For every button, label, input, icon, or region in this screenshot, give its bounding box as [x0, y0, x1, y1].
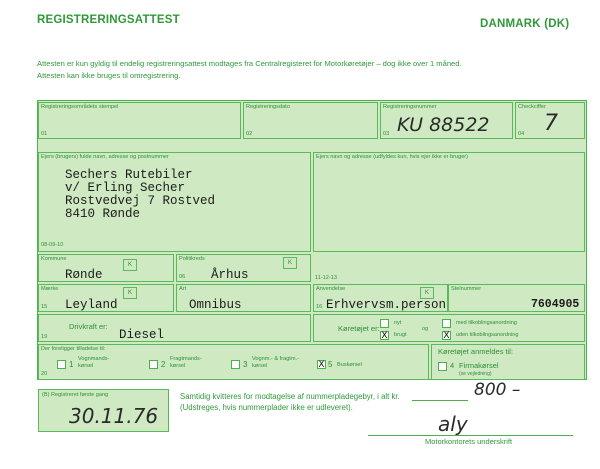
- document-title: REGISTRERINGSATTEST: [37, 14, 180, 26]
- politikreds-value: Århus: [211, 268, 249, 282]
- firma-label: Firmakørsel: [459, 361, 499, 370]
- receipt-amount: 800 –: [474, 380, 521, 400]
- amount-line: [412, 400, 468, 401]
- politikreds-label: Politikreds: [179, 256, 205, 262]
- politikreds-k: K: [283, 257, 297, 269]
- uden-checkbox[interactable]: X: [443, 331, 450, 341]
- maerke-k: K: [123, 287, 137, 299]
- vognmand-checkbox[interactable]: [57, 360, 66, 369]
- anvendelse-label: Anvendelse: [316, 286, 346, 292]
- maerke-value: Leyland: [65, 298, 118, 312]
- regdate-label: Registreringsdato: [246, 104, 290, 110]
- signature-line: [368, 435, 573, 436]
- regnr-value: KU 88522: [397, 114, 490, 136]
- fragtmand-num: 2: [161, 360, 166, 369]
- stelnummer-cell: [448, 284, 585, 312]
- fragtmand-label: Fragtmands- kørsel: [170, 356, 202, 369]
- signature-scribble: aly: [438, 412, 468, 436]
- check-num: 04: [518, 131, 525, 137]
- regnr-num: 03: [383, 131, 390, 137]
- koretojet-label: Køretøjet er:: [338, 324, 380, 333]
- kommune-cell: [38, 254, 174, 282]
- tilladelse-label: Der foreligger tilladelse til:: [41, 346, 106, 352]
- vognm-fragtm-label: Vognm.- & fragtm.- kørsel: [252, 356, 299, 369]
- firma-sub: (se vejledning): [459, 371, 492, 377]
- bus-label: Buskørsel: [337, 362, 362, 368]
- check-label: Checkciffer: [518, 104, 546, 110]
- og-label: og: [422, 326, 429, 332]
- intro-line-1: Attesten er kun gyldig til endelig registreringsattest modtages fra Centralregisteret for Motorkøretøjer – dog ikke over 1 måned.: [37, 59, 462, 68]
- receipt-line-2: (Udstreges, hvis nummerplader ikke er udleveret).: [180, 403, 353, 412]
- firma-num: 4: [450, 361, 455, 370]
- owner-line-2: v/ Erling Secher: [65, 181, 186, 195]
- drivkraft-num: 19: [41, 334, 48, 340]
- first-reg-value: 30.11.76: [69, 404, 159, 428]
- stamp-num: 01: [41, 131, 48, 137]
- nyt-checkbox[interactable]: [380, 319, 389, 328]
- brugt-label: brugt: [394, 332, 407, 338]
- owner-label: Ejers (brugers) fulde navn, adresse og postnummer: [41, 154, 169, 160]
- receipt-line-1: Samtidig kvitteres for modtagelse af nummerpladegebyr, i alt kr.: [180, 392, 400, 401]
- stelnummer-label: Stelnummer: [451, 286, 482, 292]
- nyt-label: nyt: [394, 320, 402, 326]
- check-value: 7: [544, 111, 558, 136]
- regdate-num: 02: [246, 131, 253, 137]
- uden-label: uden tilkoblingsanordning: [456, 332, 519, 338]
- first-reg-label: (B) Registreret første gang: [42, 392, 109, 398]
- fragtmand-checkbox[interactable]: [149, 360, 158, 369]
- regdate-cell: [243, 102, 378, 139]
- kommune-k: K: [123, 259, 137, 271]
- stelnummer-value: 7604905: [531, 298, 580, 311]
- vognmand-num: 1: [69, 360, 74, 369]
- kommune-value: Rønde: [65, 268, 103, 282]
- anvendelse-k: K: [420, 287, 434, 299]
- drivkraft-cell: [38, 314, 311, 342]
- anvendelse-value: Erhvervsm.person: [326, 298, 447, 312]
- maerke-label: Mærke: [41, 286, 59, 292]
- intro-line-2: Attesten kan ikke bruges til omregistrering.: [37, 71, 181, 80]
- bus-checkbox[interactable]: X: [318, 360, 325, 370]
- art-cell: [176, 284, 311, 312]
- art-label: Art: [179, 286, 187, 292]
- tilladelse-cell: [38, 344, 429, 380]
- anvendelse-num: 16: [316, 304, 323, 310]
- anmeldes-label: Køretøjet anmeldes til:: [438, 347, 514, 356]
- stamp-cell: [38, 102, 241, 139]
- drivkraft-label: Drivkraft er:: [69, 322, 108, 331]
- regnr-label: Registreringsnummer: [383, 104, 437, 110]
- art-value: Omnibus: [189, 298, 242, 312]
- maerke-cell: [38, 284, 174, 312]
- kommune-label: Kommune: [41, 256, 67, 262]
- brugt-checkbox[interactable]: X: [381, 331, 388, 341]
- tilladelse-num: 20: [41, 371, 48, 377]
- drivkraft-value: Diesel: [119, 328, 165, 342]
- intro-text: [37, 58, 597, 82]
- vognm-fragtm-num: 3: [243, 360, 248, 369]
- stamp-label: Registreringsområdets stempel: [41, 104, 119, 110]
- owner-line-4: 8410 Rønde: [65, 207, 141, 221]
- maerke-num: 15: [41, 304, 48, 310]
- country-label: DANMARK (DK): [480, 18, 570, 30]
- vognm-fragtm-checkbox[interactable]: [231, 360, 240, 369]
- anvendelse-cell: [313, 284, 448, 312]
- first-reg-cell: [38, 389, 169, 432]
- owner-code: 08-09-10: [41, 242, 64, 248]
- regnr-cell: [380, 102, 513, 139]
- anmeldes-cell: [431, 344, 585, 380]
- signature-label: Motorkontorets underskrift: [425, 437, 513, 446]
- owner-line-3: Rostvedvej 7 Rostved: [65, 194, 216, 208]
- owner2-label: Ejers navn og adresse (udfyldes kun, hvis ejer ikke er bruger): [316, 154, 469, 160]
- bus-num: 5: [328, 360, 333, 369]
- code2: 11-12-13: [315, 275, 337, 281]
- check-cell: [515, 102, 585, 139]
- politikreds-cell: [176, 254, 311, 282]
- owner-cell: [38, 152, 311, 252]
- med-checkbox[interactable]: [442, 319, 451, 328]
- owner-line-1: Sechers Rutebiler: [65, 168, 193, 182]
- politikreds-num: 06: [179, 274, 186, 280]
- owner2-cell: [313, 152, 585, 252]
- koretojet-cell: [313, 314, 585, 342]
- med-label: med tilkoblingsanordning: [456, 320, 517, 326]
- firma-checkbox[interactable]: [438, 362, 447, 371]
- vognmand-label: Vognmands- kørsel: [78, 356, 110, 369]
